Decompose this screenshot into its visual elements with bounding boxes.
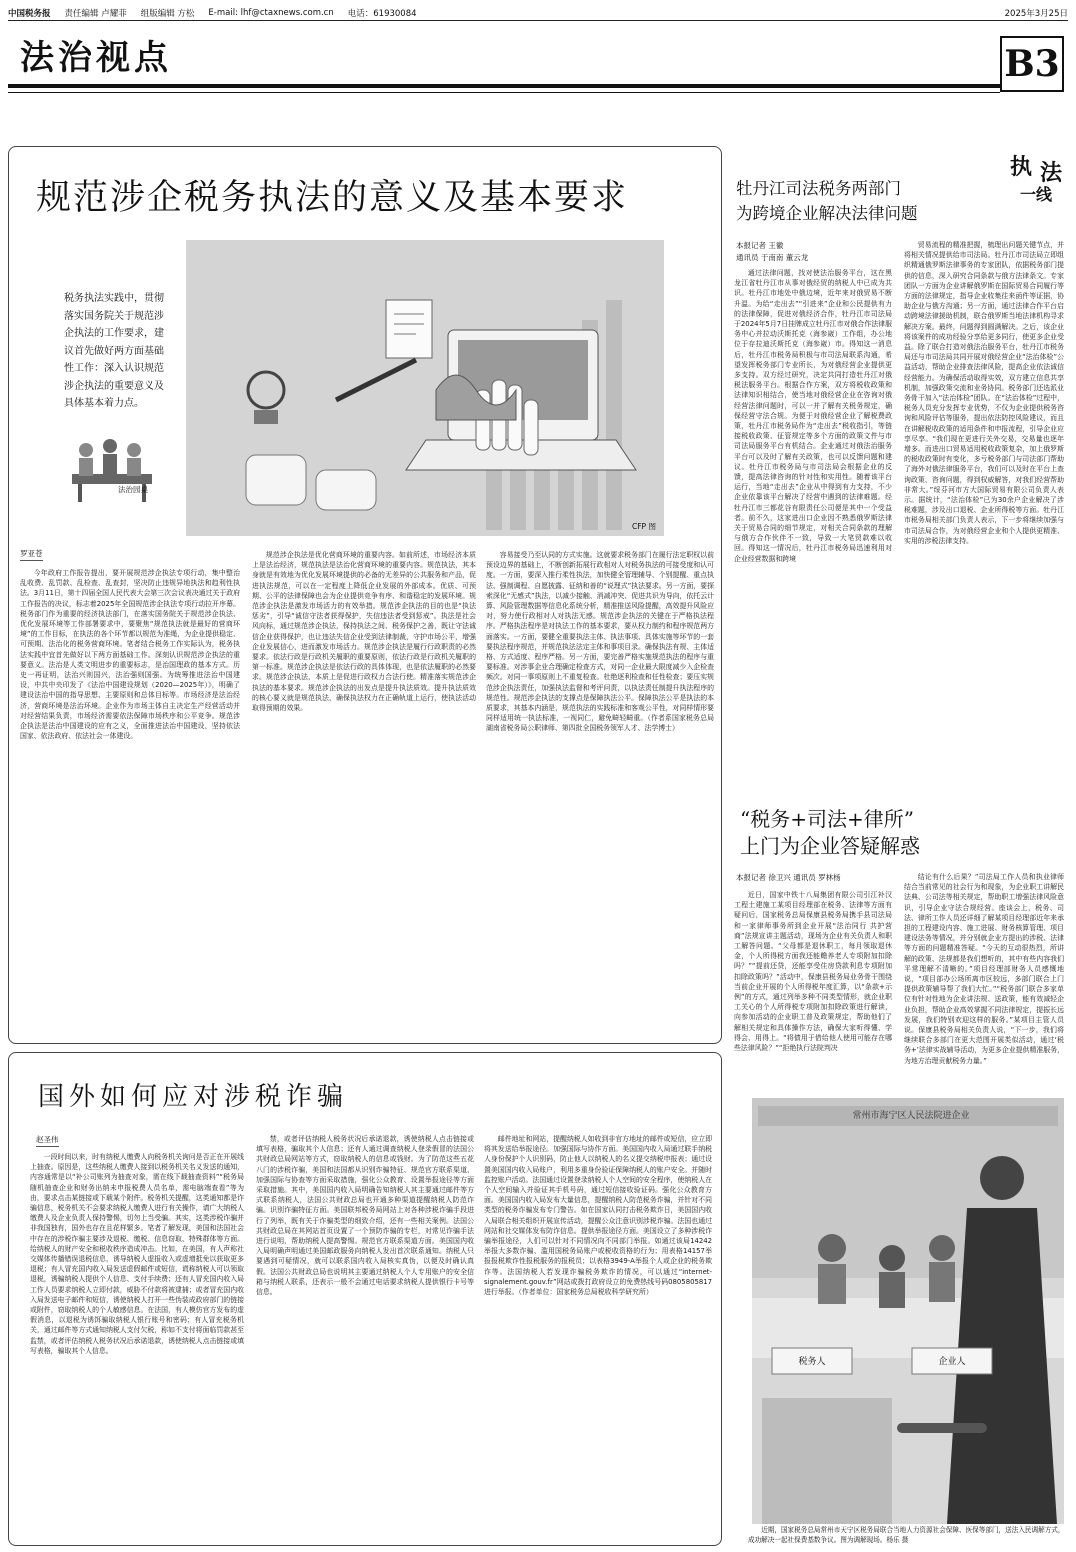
article2-byline [736,240,808,264]
article1-column-2 [252,550,476,1034]
header-rule [8,84,1000,88]
article2-col1-text: 通过法律问题，找对使法治服务平台，这在黑龙江省牡丹江市从事对俄经贸的纳税人中已成为共识。牡丹江市地处中俄边境，近年来对俄贸易不断升温。为给“走出去”“引进来”企业和公民提供有力的法律保障，促进对俄经济合作，牡丹江市司法局于2024年5月7日挂牌成立牡丹江市对俄合作法律服务中心并拉动沃斯托克（海参崴）工作组，办公地位于存拉迪沃斯托克（海参崴）市。得知这一消息后，牡丹江市税务局积极与市司法局联系沟通，希望发挥税务部门专业所长，为对俄经营企业提供更多支持。双方经过研究，决定共同打造牡丹江对俄税法服务平台。根据合作方案，双方将税收政策和法律知识相结合，使当地对俄经营企业在咨询对俄经营法律问题时，可以一并了解有关税务规定，确保经营守法合规。为便于对俄经营企业了解税费政策，牡丹江市税务局作为“走出去”税收指引，等链接税收政策、征管规定等多个方面的政策文件与市司法局服务平台有机结合。企业通过对俄法治服务平台可以及时了解有关政策，也可以反馈问题和建议。牡丹江市税务局与市司法局会根据企业的反馈，提高法律咨询的针对性和实用性。随着该平台运行，当地“走出去”企业从中得到有力支持，不少企业依靠该平台解决了经营中遇到的法律难题。经牡丹江市三都花谷有限责任公司便是其中一个受益者。前不久，这家进出口企业因不熟悉俄罗斯法律关于贸易合同的细节规定，对相关合同条款的理解与俄方合作伙伴不一致，导致一大笔贸款难以收回。得知这一情况后，牡丹江市税务局迅速利用对企业经营数据和跨境 [734,269,892,563]
article4-col1-text: 近日，国家中铁十八局集团有限公司引江补汉工程土建施工某项目经理部在税务、法律等方面有疑问后，国家税务总局保康县税务局携手县司法局和一家律师事务所到企业开展“法治同行 共护营商”法规宣讲主题活动，现场为企业有关负责人和职工解答问题。“父母都是退休职工，每月领取退休金，个人所得税方面我还能赡养老人专项附加扣除吗？”“提前还贷，还能享受住房贷款利息专项附加扣除政策吗？”活动中，保康县税务局业务骨干围绕当前企业开展的个人所得税年度汇算，以“条款+示例”的方式，通过列举多种不同类型情形，就企业职工关心的个人所得税专项附加扣除政策进行解读，向参加活动的企业职工普及政策规定，帮助他们了解相关规定和具体操作方法，确保大家听得懂、学得会、用得上。“将债用于借给他人使用可能存在哪些法律风险？”“拒绝执行法院判决 [734,891,892,1053]
article2-column-1 [734,268,892,738]
article3-col3-text: 邮件地址和网站，提醒纳税人如收到非官方地址的邮件或短信，应立即将其发送给举报途径。加强国际与协作方面。美国国内收入局通过联手纳税人身份保护个人识别码，防止他人以纳税人的名义提交纳税申报表；通过设置美国国内收入局账户，利用多重身份验证保障纳税人的账户安全。并随时监控账户活动。法国通过设置登录纳税人个人空间的安全程序，使纳税人在个人空间输入并验证其手机号码，通过短信接收验证码。强化公众教育方面。美国国内收入局发布大量信息，提醒纳税人防范税务诈骗，并针对不同类型的税务诈骗发布专门警告。如在国家认同打击税务欺诈日，美国国内收入局联合相关组织开展宣传活动，提醒公众注意识别涉税诈骗。法国也通过网站和社交媒体发布防诈信息。提供举报途径方面。美国设立了多种涉税诈骗举报途径，人们可以针对不同情况向不同部门举报。如通过该局14242举报大多数诈骗、滥用国税务局账户或税收资格的行为；用表格14157举报报税欺诈性报税服务的报税员；以表格3949-A举报个人或企业的税务欺诈等。法国纳税人若发现诈骗税务欺诈的情况，可以通过“internet-signalement.gouv.fr”网站或拨打政府设立的免费热线号码0805805817进行举报。（作者单位：国家税务总局税收科学研究所） [484,1135,712,1297]
article3-author: 赵圣伟 [36,1134,59,1147]
article2-title-line2: 为跨境企业解决法律问题 [736,204,918,223]
article1-col3-text: 容易接受乃至认同的方式实施。这就要求税务部门在履行法定职权以前预设边界的基础上，不断创新拓展行政相对人对税务执法的可接受度和认可度。一方面，要深入推行柔性执法，加快健全管理辅导、个别提醒、重点执法、强制调程、自愿披露、征纳和善的“说理式”执法要求。另一方面，要探索深化“无感式”执法，以减少接触、消减冲突、促进共识为导向，依托云计算、风险管理数据等信息化系统分析，精准推送风险提醒，高效提升风险应对，努力使行政相对人对执法无感。规范涉企执法的关键在于严格执法程序。严格执法程序是对执法工作的基本要求，要从权力制约和程序规范两方面落实。一方面，要健全重要执法主体、执法事项、具体实施等环节的一套要执法程序规范，并规范执法法定主体和事项目录。确保执法有规、主体适格、方式适度、程序严格。另一方面，要完善严格实施规范执法的程序与重要标准。对涉事企业合理确定检查方式，对同一企业最大限度减少入企检查频次。对同一事项原则上不重复检查。杜绝逐利检查和任性检查；要压实规范涉企执法责任，加强执法监督和考评问责，以执法责任制提升执法程序的规范性。规范涉企执法的支撑点是保障执法公平。保障执法公平是执法的本质要求，其基本内涵是，规范执法的实践标准和客观公平性，对同样情形要同样适用统一执法标准，一视同仁，避免畸轻畸重。（作者系国家税务总局湖南省税务局公职律师、第四批全国税务领军人才、法学博士） [486,551,714,733]
article1-photo-credit: CFP 图 [632,522,656,531]
article4-column-1 [734,890,892,1094]
masthead-bar [8,6,1068,21]
article1-column-3 [486,550,714,1034]
article2-title-line1: 牡丹江司法税务两部门 [736,179,901,198]
editor-email: E-mail: lhf@ctaxnews.com.cn [208,8,334,18]
paper-name: 中国税务报 [8,9,51,19]
article2-correspondents: 通讯员 于南南 董云龙 [736,253,809,262]
article3-column-3 [484,1134,712,1540]
article3-title: 国外如何应对涉税诈骗 [38,1082,349,1112]
article2-column-2 [904,240,1064,738]
mediation-photo [752,1098,1064,1524]
article2-col2-text: 贸易流程的精准把握，梳理出问题关键节点，并将相关情况提供给市司法局。牡丹江市司法局立即组织精通俄罗斯法律事务的专家团队，依据税务部门提供的信息，深入研究合同条款与俄方法律条文。专家团队一方面为企业讲解俄罗斯在国际贸易合同履行等方面的法律规定，指导企业收集往来函件等证据，协助企业与俄方沟通；另一方面，通过法律合作平台启动跨境法律援助机制，联合俄罗斯当地法律机构寻求解决方案。最终，问题得到圆满解决。之后，该企业将该案件的成功经验分享给更多同行，使更多企业受益。除了联合打造对俄法治服务平台，牡丹江市税务局还与市司法局共同开展对俄经营企业“法治体检”公益活动，帮助企业排查法律风险，提高企业依法诚信经营能力。为确保活动取得实效，双方建立信息共享机制，加强政策交流和业务协同。税务部门还选派业务骨干加入“法治体检”团队。在“法治体检”过程中，税务人员充分发挥专业优势，不仅为企业提供税务咨询和风险评估等服务，提出依法防控风险建议，而且在讲解税收政策的适用条件和申报流程，引导企业应享尽享。“我们现在更进行关外交易，交易量也逐年增多。而进出口贸易适用税收政策复杂，加上俄罗斯的税收政策时有变化，多亏税务部门与司法部门帮助了海外对俄法律服务平台，我们可以及时在平台上查询政策、咨询问题，得到权威解答，对我们经营帮助非常大。”绥芬河市方大国际贸易有限公司负责人表示。据统计，“法治体检”已为30余户企业解决了涉税难题，涉及出口退税、企业所得税等方面。牡丹江市税务局相关部门负责人表示，下一步将继续加强与市司法局合作，为对俄经营企业和个人提供更精准、实用的涉税法律支持。 [904,241,1064,545]
section-title: 法治视点 [20,38,172,78]
cartoon-label: 法治园桌 [118,485,148,494]
article2-title [736,176,918,226]
article4-correspondents: 通讯员 罗林杨 [793,873,841,882]
article1-intro: 税务执法实践中，贯彻落实国务院关于规范涉企执法的工作要求，建议首先做好两方面基础性工作：深入认识规范涉企执法的重要意义及具体基本着力点。 [64,293,164,409]
photo-sign-right: 企业人 [938,1357,966,1367]
article4-title-line1: “税务+司法+律所” [740,807,914,831]
article3-column-2 [256,1134,474,1540]
article4-column-2 [904,872,1064,1094]
article1-illustration [186,240,664,536]
chief-editor: 责任编辑 卢耀菲 [64,9,127,19]
photo-sign-left: 税务人 [798,1357,826,1367]
editor-phone: 电话：61930084 [347,9,417,19]
article3-col1-text: 一段时间以来，时有纳税人缴费人向税务机关询问是否正在开展线上抽查。原因是，这些纳税人缴费人接到以税务机关名义发送的通知，内容通常是以“补公司账列为抽查对象，需在线下载抽查资料”“税务局随机抽查企业和财务出纳未申报税费人员名单，需电脑端查看”等为由，要求点击某链接或下载某个附件。税务机关提醒，这类通知都是诈骗信息，税务机关不会要求纳税人缴费人进行有关操作，请广大纳税人缴费人及企业负责人保持警惕，切勿上当受骗。其实，这类涉税诈骗并非我国独有，国外也存在且花样繁多。笔者了解发现，美国和法国社会中存在的涉税诈骗主要涉及退税、缴税、信息窃取、特殊群体等方面。给纳税人的财产安全和税收秩序造成冲击。比如，在美国，有人声称社交媒体传播错误退税信息，诱导纳税人虚报收入或虚增抵免以获取更多退税；有人冒充国内收入局发送虚假邮件或短信，谎称纳税人可以领取退税，诱骗纳税人提供个人信息、支付手续费；还有人冒充国内收入局工作人员要求纳税人立即付款，威胁不付款将被逮捕；或者冒充国内收入局发送电子邮件和短信，诱使纳税人打开一些伪装成政府部门的链接或附件，窃取纳税人的个人敏感信息。在法国，有人模仿官方发布的虚假消息，以退税为诱饵骗取纳税人银行账号和密码；有人冒充税务机关，通过邮件等方式通知纳税人支付欠税，称如不支付将面临罚款甚至监禁，或者评估纳税人税务状况后承诺退款，诱使纳税人点击链接或填写表格，骗取其个人信息。 [30,1153,244,1355]
header-rule-thin [8,92,1000,93]
layout-editor: 组版编辑 方松 [140,9,195,19]
article2-reporter: 本报记者 王徽 [736,241,784,250]
law-line-logo: 执 法 一线 [1010,154,1063,204]
article4-col2-text: 结论有什么后果？”司法局工作人员和执业律师结合当前常见的社会行为和现象，为企业职工讲解民法典、公司法等相关规定，帮助职工增强法律风险意识，引导企业守法合规经营。座谈会上，税务、司法、律所工作人员还详细了解某项目经理部近年来承担的工程建设内容、施工进展、财务核算管理、项目建设法务等情况，并分别就企业方提出的涉税、法律等方面的问题精准答疑。“今天的互动很热烈，所讲解的政策、法规都是我们想听的，其中有些内容我们平常理解不清晰的。”项目经理部财务人员感慨地说，“项目部办公场所离市区较远，多部门联合上门提供政策辅导帮了我们大忙。”“税务部门联合多家单位有针对性地为企业讲法规、送政策，能有效减轻企业负担，帮助企业高效掌握不同法律规定，提振长远发展，我们特别欢迎这样的服务。”某项目主管人员说。保康县税务局相关负责人说，“下一步，我们将继续联合多部门在更大范围开展类似活动，通过‘税务+’法律实战辅导活动，为更多企业提供精准服务，为地方治理贡献税务力量。” [904,873,1064,1065]
page-number: B3 [1000,36,1064,92]
issue-date: 2025年3月25日 [1004,9,1068,19]
article1-column-1 [20,568,240,1034]
article1-col2-text: 规范涉企执法是优化营商环境的重要内容。如前所述，市场经济本质上是法治经济，规范执法是法治化营商环境的重要内容。规范执法，其本身就是有效地为优化发展环境提供的必备的无差异的公共服务和产品，促进执法规范，可以在一定程度上降低企业发展的外部成本。优质、可预期、公平的法律保障也会为企业提供竞争有序、和谐稳定的发展环境。规范涉企执法是激发市场活力的有效举措。规范涉企执法的目的也是“执法惩劣”，引导“诚信守法者获得保护，失信违法者受到惩戒”。执法是社会风向标，通过规范涉企执法，保持执法之间、税务保护之善，既让守法诚信企业获得保护，也让违法失信企业受到法律制裁，守护市场公平，增强企业发展信心，进而激发市场活力。规范涉企执法是履行行政职责的必然要求。依法行政是行政机关履职的重要原则，依法行政是行政机关履职的第一标准。规范涉企执法是依法行政的具体体现，也是依法履职的必然要求。规范涉企执法，本质上是促进行政权力合法行使。精准落实规范涉企执法的基本要求。规范涉企执法的出发点是提升执法质效。提升执法质效的核心要义就是规范执法，确保执法权力在正确轨道上运行，使执法活动取得预期的效果。 [252,551,476,713]
article1-author: 罗亚苍 [20,548,43,561]
photo-banner: 常州市海宁区人民法院进企业 [852,1111,970,1121]
forum-cartoon [64,428,178,508]
article4-reporter: 本报记者 徐卫兴 [736,873,791,882]
article1-col1-text: 今年政府工作报告提出，要开展规范涉企执法专项行动，集中整治乱收费、乱罚款、乱检查、乱查封，坚决防止违规异地执法和趋利性执法。3月11日，第十四届全国人民代表大会第三次会议表决通过关于政府工作报告的决议，标志着2025年全国规范涉企执法专项行动拉开序幕。税务部门作为重要的经济执法部门，在落实国务院关于规范涉企执法、优化发展环境等工作部署要求中，要聚焦“规范执法就是最好的营商环境”的工作目标，在执法的各个环节都以规范为准绳，为企业提供稳定、可预期、法治化的税务营商环境。笔者结合税务工作实际认为，税务执法实践中宜首先做好以下两方面基础工作。深刻认识规范涉企执法的重要意义。法治是人类文明进步的重要标志，是治国理政的基本方式。历史一再证明，法治兴则国兴，法治强则国强。为统筹推进法治中国建设，中共中央印发了《法治中国建设规划（2020—2025年）》，明确了建设法治中国的指导思想、主要原则和总体目标等。市场经济是法治经济，营商环境是法治环境。企业作为市场主体自主决定生产经营活动并对经营结果负责，市场经济需要依法保障市场秩序和公平竞争。规范涉企执法是法治中国建设的应有之义，全面推进法治中国建设，坚持依法国家、依法政府、依法社会一体建设。 [20,569,240,741]
article4-title-line2: 上门为企业答疑解惑 [740,834,920,858]
article4-title [740,806,920,860]
article3-col2-text: 禁，或者评估纳税人税务状况后承诺退款，诱使纳税人点击链接或填写表格，骗取其个人信息；还有人通过调查纳税人登录假冒的法国公共财政总局网站等方式，窃取纳税人的信息或钱财。为了防范这些五花八门的涉税诈骗，美国和法国都从识别诈骗特征、规范官方联系渠道、加强国际与协查等方面采取措施，强化公众教育、设置举报途径等方面采取措施。其中，美国国内收入局明确告知纳税人其主要通过邮件等方式联系纳税人，法国公共财政总局也开通多种渠道提醒纳税人防范诈骗。识别诈骗特征方面。美国联邦税务局网站上对各种涉税诈骗手段进行了列举，既有关于诈骗类型的细致介绍，还有一些相关案例。法国公共财政总局在其网站首页设置了一个预防诈骗的专栏，对常见诈骗手法进行说明，帮助纳税人提高警惕。规范官方联系渠道方面。美国国内收入局明确声明通过美国邮政服务向纳税人发出首次联系通知。纳税人只要遇到可疑情况，就可以联系国内收入局核实真伪，以便及时确认真假。法国公共财政总局也说明其主要通过纳税人个人专用账户的安全信箱与纳税人联系，还表示一般不会通过电话要求纳税人提供银行卡号等信息。 [256,1135,474,1297]
article3-column-1 [30,1152,244,1540]
mediation-photo-caption: 近期，国家税务总局常州市天宁区税务局联合当地人力资源社会保障、医保等部门，送法入民调解方式，成功解决一起社保费基数争议。图为调解现场。杨乐 摄 [748,1526,1065,1544]
article4-byline [736,872,841,883]
article1-title: 规范涉企税务执法的意义及基本要求 [36,178,629,218]
